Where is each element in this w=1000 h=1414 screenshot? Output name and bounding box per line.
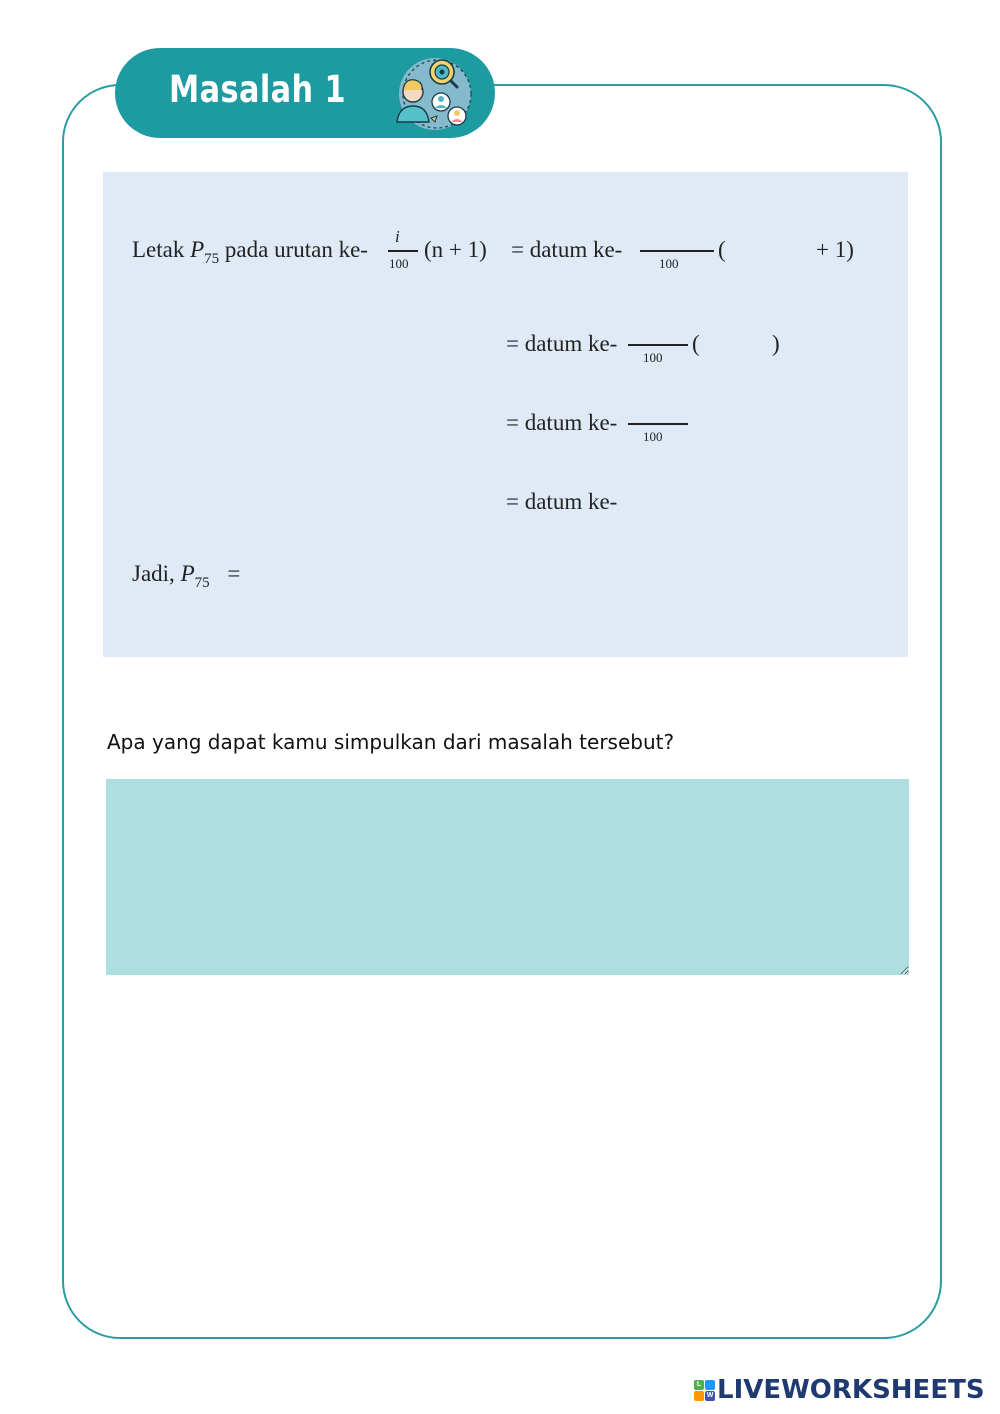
blank-fraction-1[interactable] — [640, 250, 714, 252]
analysis-people-icon — [391, 52, 475, 136]
logo-text: LIVEWORKSHEETS — [717, 1375, 985, 1405]
blank-fraction-3[interactable] — [628, 423, 688, 425]
open-paren-1: ( — [718, 237, 726, 262]
frac-numerator: i — [395, 227, 400, 246]
frac-denominator: 100 — [389, 256, 409, 271]
math-row-1 — [132, 237, 368, 267]
urutan-label: pada urutan ke- — [224, 237, 368, 262]
p-variable: P — [190, 237, 205, 262]
title-banner — [115, 48, 495, 138]
denominator-3: 100 — [643, 429, 663, 444]
denominator-2: 100 — [643, 350, 663, 365]
p-variable-2: P — [180, 561, 195, 586]
conclusion-question: Apa yang dapat kamu simpulkan dari masalah tersebut? — [107, 730, 675, 754]
p-subscript-2: 75 — [194, 575, 210, 591]
blank-fraction-2[interactable] — [628, 344, 688, 346]
eq-datum-4: = datum ke- — [506, 489, 618, 514]
liveworksheets-logo — [694, 1372, 985, 1408]
conclusion-answer-input[interactable] — [106, 779, 909, 975]
letak-label: Letak — [132, 237, 185, 262]
open-paren-2: ( — [692, 331, 700, 356]
fraction-bar — [388, 250, 418, 252]
n-plus-one: (n + 1) — [424, 237, 487, 262]
page-title: Masalah 1 — [169, 68, 347, 111]
eq-datum-3: = datum ke- — [506, 410, 618, 435]
eq-datum-1: = datum ke- — [511, 237, 623, 262]
jadi-row — [132, 561, 241, 591]
jadi-equals: = — [227, 561, 241, 586]
logo-grid-icon: L W — [694, 1380, 714, 1400]
jadi-label: Jadi, — [132, 561, 175, 586]
close-paren-2: ) — [772, 331, 780, 356]
plus-one-close: + 1) — [816, 237, 854, 262]
p-subscript: 75 — [204, 251, 220, 267]
eq-datum-2: = datum ke- — [506, 331, 618, 356]
denominator-1: 100 — [659, 256, 679, 271]
math-work-area — [103, 172, 908, 657]
